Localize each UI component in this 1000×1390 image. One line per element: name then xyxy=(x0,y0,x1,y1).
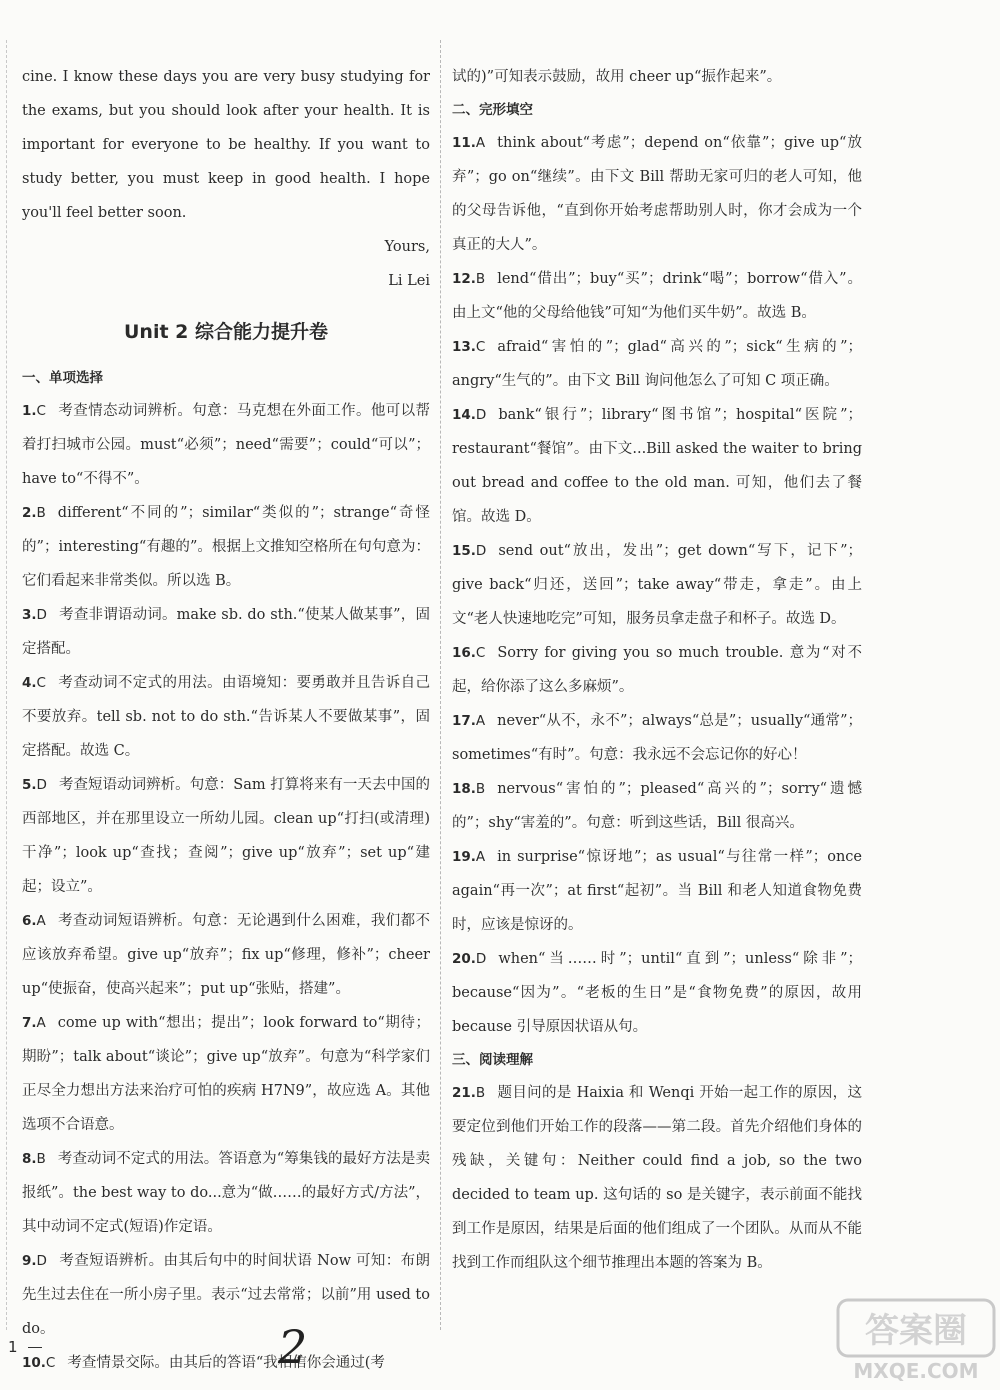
question-number: 10. xyxy=(22,1355,46,1371)
single-choice-list xyxy=(22,394,430,1380)
answer-letter: A xyxy=(475,849,486,865)
reading-list xyxy=(452,1076,862,1280)
cloze-item xyxy=(452,840,862,942)
cloze-list xyxy=(452,126,862,1044)
question-number: 16. xyxy=(452,645,476,661)
question-number: 12. xyxy=(452,271,476,287)
right-column xyxy=(452,60,862,1280)
explanation-text: 考查动词不定式的用法。答语意为“筹集钱的最好方法是卖报纸”。the best way to do...意为“做……的最好方式/方法”，其中动词不定式(短语)作定语。 xyxy=(22,1151,430,1235)
watermark-url: MXQE.COM xyxy=(853,1359,979,1383)
explanation-text: when“当……时”；until“直到”；unless“除非”；because“因为”。“老板的生日”是“食物免费”的原因，故用 because 引导原因状语从句。 xyxy=(452,951,862,1035)
reading-item xyxy=(452,1076,862,1280)
question-number: 17. xyxy=(452,713,476,729)
explanation-text: think about“考虑”；depend on“依靠”；give up“放弃”；go on“继续”。由下文 Bill 帮助无家可归的老人可知，他的父母告诉他，“直到你开始考虑帮助别人时，你才会成为一个真正的大人”。 xyxy=(452,135,862,253)
explanation-text: come up with“想出；提出”；look forward to“期待；期盼”；talk about“谈论”；give up“放弃”。句意为“科学家们正尽全力想出方法来治疗可怕的疾病 H7N9”，故应选 A。其他选项不合语意。 xyxy=(22,1015,430,1133)
single-choice-item xyxy=(22,496,430,598)
cloze-item xyxy=(452,772,862,840)
answer-letter: A xyxy=(475,713,486,729)
answer-letter: C xyxy=(36,675,46,691)
explanation-text: 考查非谓语动词。make sb. do sth.“使某人做某事”，固定搭配。 xyxy=(22,607,430,657)
letter-closing: Yours, xyxy=(384,239,430,255)
column-divider xyxy=(440,40,442,1330)
explanation-text: 考查动词短语辨析。句意：无论遇到什么困难，我们都不应该放弃希望。give up“放弃”；fix up“修理，修补”；cheer up“使振奋，使高兴起来”；put up“张贴，搭建”。 xyxy=(22,913,430,997)
section-heading-single-choice: 一、单项选择 xyxy=(22,370,103,386)
question-number: 15. xyxy=(452,543,476,559)
question-number: 19. xyxy=(452,849,476,865)
answer-letter: B xyxy=(475,781,486,797)
answer-letter: B xyxy=(475,1085,486,1101)
question-number: 18. xyxy=(452,781,476,797)
section-heading-cloze: 二、完形填空 xyxy=(452,102,533,118)
explanation-text: 考查情景交际。由其后的答语“我相信你会通过(考 xyxy=(67,1355,385,1371)
question-number: 14. xyxy=(452,407,476,423)
unit-title: Unit 2 综合能力提升卷 xyxy=(124,321,328,343)
letter-paragraph: cine. I know these days you are very busy studying for the exams, but you should look after your health. It is important for everyone to be healthy. If you want to study better, you must keep in good health. I hope you'll feel better soon. xyxy=(22,69,430,221)
single-choice-item xyxy=(22,768,430,904)
answer-letter: C xyxy=(36,403,46,419)
explanation-text: send out“放出，发出”；get down“写下，记下”；give back“归还，送回”；take away“带走，拿走”。由上文“老人快速地吃完”可知，服务员拿走盘子和杯子。故选 D。 xyxy=(452,543,862,627)
explanation-text: 考查动词不定式的用法。由语境知：要勇敢并且告诉自己不要放弃。tell sb. not to do sth.“告诉某人不要做某事”，固定搭配。故选 C。 xyxy=(22,675,430,759)
explanation-text: lend“借出”；buy“买”；drink“喝”；borrow“借入”。由上文“他的父母给他钱”可知“为他们买牛奶”。故选 B。 xyxy=(452,271,862,321)
answer-letter: B xyxy=(475,271,486,287)
single-choice-item xyxy=(22,1346,430,1380)
question-number: 7. xyxy=(22,1015,37,1031)
left-column xyxy=(22,60,430,1380)
answer-letter: C xyxy=(475,645,486,661)
answer-letter: D xyxy=(475,407,487,423)
explanation-text: 考查情态动词辨析。句意：马克想在外面工作。他可以帮着打扫城市公园。must“必须”；need“需要”；could“可以”；have to“不得不”。 xyxy=(22,403,430,487)
explanation-text: in surprise“惊讶地”；as usual“与往常一样”；once again“再一次”；at first“起初”。当 Bill 和老人知道食物免费时，应该是惊讶的。 xyxy=(452,849,862,933)
explanation-text: bank“银行”；library“图书馆”；hospital“医院”；restaurant“餐馆”。由下文...Bill asked the waiter to bring out bread and coffee to the old man. 可知，他们去了餐馆。故选 D。 xyxy=(452,407,862,525)
cloze-item xyxy=(452,942,862,1044)
cloze-item xyxy=(452,704,862,772)
question-number: 3. xyxy=(22,607,37,623)
single-choice-item xyxy=(22,394,430,496)
cloze-item xyxy=(452,398,862,534)
explanation-text: 题目问的是 Haixia 和 Wenqi 开始一起工作的原因，这要定位到他们开始工作的段落——第二段。首先介绍他们身体的残缺，关键句：Neither could find a job, so the two decided to team up. 这句话的 so 是关键字，表示前面不能找到工作是原因，结果是后面的他们组成了一个团队。从而从不能找到工作而组队这个细节推理出本题的答案为 B。 xyxy=(452,1085,862,1271)
answer-letter: A xyxy=(36,1015,46,1031)
question-number: 6. xyxy=(22,913,37,929)
answer-letter: D xyxy=(36,777,47,793)
answer-letter: A xyxy=(36,913,46,929)
answer-letter: A xyxy=(475,135,486,151)
continued-explanation: 试的)”可知表示鼓励，故用 cheer up“振作起来”。 xyxy=(452,69,782,85)
single-choice-item xyxy=(22,666,430,768)
answer-letter: C xyxy=(475,339,486,355)
question-number: 9. xyxy=(22,1253,37,1269)
cloze-item xyxy=(452,534,862,636)
explanation-text: 考查短语动词辨析。句意：Sam 打算将来有一天去中国的西部地区，并在那里设立一所幼儿园。clean up“打扫(或清理)干净”；look up“查找；查阅”；give up“放弃”；set up“建起；设立”。 xyxy=(22,777,430,895)
letter-signature: Li Lei xyxy=(388,273,430,289)
question-number: 1. xyxy=(22,403,37,419)
page-number: 1 xyxy=(8,1338,42,1356)
question-number: 2. xyxy=(22,505,37,521)
single-choice-item xyxy=(22,1142,430,1244)
answer-letter: C xyxy=(45,1355,56,1371)
explanation-text: never“从不，永不”；always“总是”；usually“通常”；sometimes“有时”。句意：我永远不会忘记你的好心！ xyxy=(452,713,862,763)
section-heading-reading: 三、阅读理解 xyxy=(452,1052,533,1068)
answer-letter: D xyxy=(36,1253,47,1269)
question-number: 13. xyxy=(452,339,476,355)
explanation-text: different“不同的”；similar“类似的”；strange“奇怪的”；interesting“有趣的”。根据上文推知空格所在句句意为：它们看起来非常类似。所以选 B。 xyxy=(22,505,430,589)
watermark-logo xyxy=(836,1298,996,1386)
explanation-text: Sorry for giving you so much trouble. 意为“对不起，给你添了这么多麻烦”。 xyxy=(452,645,862,695)
answer-letter: B xyxy=(36,1151,46,1167)
handwritten-mark: 2 xyxy=(278,1320,308,1374)
left-margin-rule xyxy=(6,40,8,1330)
cloze-item xyxy=(452,636,862,704)
question-number: 4. xyxy=(22,675,37,691)
question-number: 20. xyxy=(452,951,476,967)
question-number: 11. xyxy=(452,135,476,151)
answer-letter: D xyxy=(475,951,487,967)
single-choice-item xyxy=(22,1244,430,1346)
answer-letter: B xyxy=(36,505,46,521)
question-number: 8. xyxy=(22,1151,37,1167)
answer-letter: D xyxy=(475,543,487,559)
question-number: 21. xyxy=(452,1085,476,1101)
answer-letter: D xyxy=(36,607,47,623)
cloze-item xyxy=(452,330,862,398)
watermark-title: 答案圈 xyxy=(865,1311,967,1351)
cloze-item xyxy=(452,126,862,262)
explanation-text: 考查短语辨析。由其后句中的时间状语 Now 可知：布朗先生过去住在一所小房子里。表示“过去常常；以前”用 used to do。 xyxy=(22,1253,430,1337)
single-choice-item xyxy=(22,598,430,666)
explanation-text: afraid“害怕的”；glad“高兴的”；sick“生病的”；angry“生气的”。由下文 Bill 询问他怎么了可知 C 项正确。 xyxy=(452,339,862,389)
question-number: 5. xyxy=(22,777,37,793)
single-choice-item xyxy=(22,1006,430,1142)
single-choice-item xyxy=(22,904,430,1006)
explanation-text: nervous“害怕的”；pleased“高兴的”；sorry“遗憾的”；shy“害羞的”。句意：听到这些话，Bill 很高兴。 xyxy=(452,781,862,831)
cloze-item xyxy=(452,262,862,330)
